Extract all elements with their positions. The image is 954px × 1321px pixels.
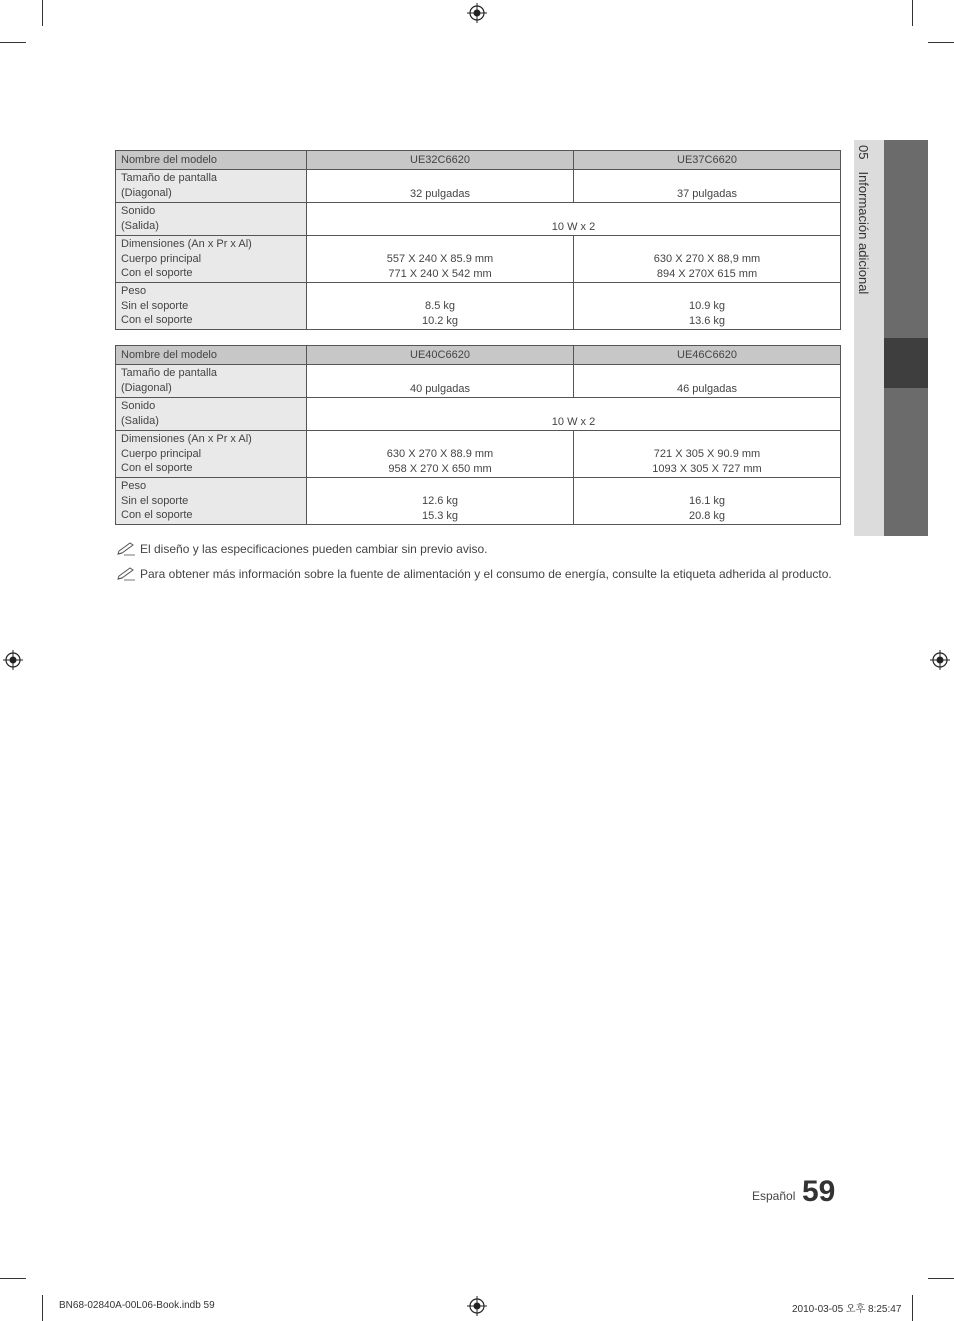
- cell-value: 8.5 kg 10.2 kg: [307, 283, 574, 330]
- cell-value: 630 X 270 X 88,9 mm 894 X 270X 615 mm: [574, 236, 841, 283]
- chapter-title: Información adicional: [856, 171, 871, 295]
- cell-value: 557 X 240 X 85.9 mm 771 X 240 X 542 mm: [307, 236, 574, 283]
- crop-mark: [0, 1278, 26, 1279]
- table-row: [116, 398, 841, 431]
- table-row: [116, 203, 841, 236]
- print-slug-timestamp: 2010-03-05 오후 8:25:47: [792, 1304, 902, 1315]
- cell-value: 10 W x 2: [307, 398, 841, 431]
- note-pencil-icon: [116, 542, 136, 556]
- row-label: Sonido (Salida): [116, 398, 307, 431]
- cell-value: 10.9 kg 13.6 kg: [574, 283, 841, 330]
- crop-mark: [0, 42, 26, 43]
- model-name: UE46C6620: [574, 346, 841, 365]
- print-slug-file: BN68-02840A-00L06-Book.indb 59: [59, 1300, 215, 1311]
- footer-language: Español: [752, 1189, 796, 1203]
- cell-value: 630 X 270 X 88.9 mm 958 X 270 X 650 mm: [307, 431, 574, 478]
- table-header-row: [116, 346, 841, 365]
- model-name: UE37C6620: [574, 151, 841, 170]
- cell-value: 40 pulgadas: [307, 365, 574, 398]
- table-row: [116, 478, 841, 525]
- crop-mark: [912, 0, 913, 26]
- row-label: Peso Sin el soporte Con el soporte: [116, 283, 307, 330]
- table-row: [116, 431, 841, 478]
- note-pencil-icon: [116, 567, 136, 581]
- cell-value: 12.6 kg 15.3 kg: [307, 478, 574, 525]
- row-label: Tamaño de pantalla (Diagonal): [116, 170, 307, 203]
- note-text: Para obtener más información sobre la fuente de alimentación y el consumo de energía, consulte la etiqueta adherida al producto.: [140, 567, 832, 581]
- cell-value: 16.1 kg 20.8 kg: [574, 478, 841, 525]
- header-label: Nombre del modelo: [116, 151, 307, 170]
- cell-value: 46 pulgadas: [574, 365, 841, 398]
- crop-mark: [42, 1295, 43, 1321]
- table-row: [116, 236, 841, 283]
- row-label: Dimensiones (An x Pr x Al) Cuerpo principal Con el soporte: [116, 236, 307, 283]
- table-header-row: [116, 151, 841, 170]
- registration-mark-icon: [3, 650, 23, 670]
- cell-value: 721 X 305 X 90.9 mm 1093 X 305 X 727 mm: [574, 431, 841, 478]
- chapter-tab-label: [856, 145, 871, 294]
- chapter-number: 05: [856, 145, 871, 160]
- registration-mark-icon: [467, 3, 487, 23]
- chapter-tab-active-marker: [884, 338, 928, 388]
- table-row: [116, 365, 841, 398]
- crop-mark: [928, 42, 954, 43]
- crop-mark: [928, 1278, 954, 1279]
- model-name: UE40C6620: [307, 346, 574, 365]
- table-row: [116, 170, 841, 203]
- row-label: Sonido (Salida): [116, 203, 307, 236]
- spec-table-2: [115, 345, 841, 525]
- cell-value: 32 pulgadas: [307, 170, 574, 203]
- header-label: Nombre del modelo: [116, 346, 307, 365]
- note-text: El diseño y las especificaciones pueden cambiar sin previo aviso.: [140, 542, 488, 556]
- page-number: 59: [802, 1175, 836, 1208]
- row-label: Tamaño de pantalla (Diagonal): [116, 365, 307, 398]
- model-name: UE32C6620: [307, 151, 574, 170]
- crop-mark: [42, 0, 43, 26]
- spec-table-1: [115, 150, 841, 330]
- note: [116, 542, 488, 556]
- registration-mark-icon: [467, 1296, 487, 1316]
- row-label: Peso Sin el soporte Con el soporte: [116, 478, 307, 525]
- table-row: [116, 283, 841, 330]
- registration-mark-icon: [930, 650, 950, 670]
- note: [116, 567, 832, 581]
- row-label: Dimensiones (An x Pr x Al) Cuerpo principal Con el soporte: [116, 431, 307, 478]
- crop-mark: [912, 1295, 913, 1321]
- cell-value: 37 pulgadas: [574, 170, 841, 203]
- cell-value: 10 W x 2: [307, 203, 841, 236]
